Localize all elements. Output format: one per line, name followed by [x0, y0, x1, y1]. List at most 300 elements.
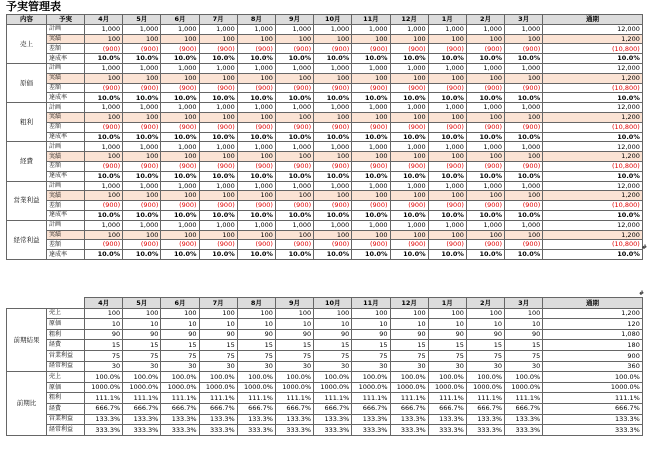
row-label: 経費 — [47, 340, 85, 351]
table-cell: (900) — [352, 240, 390, 250]
table-cell: 1,000 — [199, 220, 237, 230]
table-cell: 10.0% — [505, 93, 543, 103]
table-cell: 100 — [314, 152, 352, 162]
table-cell: 90 — [428, 329, 466, 340]
group-label: 前期結果 — [7, 308, 47, 372]
table-cell: 10.0% — [466, 132, 504, 142]
table-cell: 15 — [428, 340, 466, 351]
table-cell: 111.1% — [352, 393, 390, 404]
table-cell: 1,000 — [352, 220, 390, 230]
header-month: 1月 — [428, 298, 466, 309]
table-cell: 15 — [199, 340, 237, 351]
header-month: 12月 — [390, 298, 428, 309]
table-cell: 30 — [390, 361, 428, 372]
table-cell: 100 — [275, 73, 313, 83]
table-row-actual — [7, 112, 643, 122]
table-cell: 75 — [505, 350, 543, 361]
table-row — [7, 361, 643, 372]
row-kind-label: 差額 — [47, 240, 85, 250]
table-cell: 100 — [161, 308, 199, 319]
table-cell: 10.0% — [85, 210, 123, 220]
table-cell: 100 — [428, 230, 466, 240]
table-cell: 75 — [428, 350, 466, 361]
table-cell: 75 — [199, 350, 237, 361]
table-cell: 1000.0% — [314, 382, 352, 393]
table-cell: 1,000 — [123, 142, 161, 152]
table-cell: 111.1% — [237, 393, 275, 404]
table-row — [7, 308, 643, 319]
table-cell: (900) — [466, 240, 504, 250]
table-cell: 1,000 — [85, 181, 123, 191]
table-cell: 15 — [85, 340, 123, 351]
table-cell: 1000.0% — [161, 382, 199, 393]
table-cell: 1,000 — [275, 63, 313, 73]
table-cell: 10.0% — [466, 250, 504, 260]
table-cell: 100 — [505, 73, 543, 83]
comparison-table — [6, 297, 643, 436]
total-cell: (10,800) — [543, 240, 643, 250]
table-cell: 1,000 — [428, 63, 466, 73]
total-cell: 133.3% — [543, 414, 643, 425]
table-cell: 30 — [505, 361, 543, 372]
table-cell: 100 — [505, 230, 543, 240]
table-cell: 10.0% — [85, 54, 123, 64]
table-cell: 10.0% — [161, 171, 199, 181]
table-cell: 133.3% — [505, 414, 543, 425]
table-cell: 133.3% — [428, 414, 466, 425]
table-cell: 1,000 — [275, 103, 313, 113]
table-cell: 1,000 — [428, 181, 466, 191]
table-cell: 1,000 — [237, 181, 275, 191]
table-cell: (900) — [237, 83, 275, 93]
table-cell: 333.3% — [505, 425, 543, 436]
total-cell: 1,200 — [543, 34, 643, 44]
table-cell: 100 — [314, 308, 352, 319]
table-cell: 666.7% — [428, 403, 466, 414]
total-cell: 12,000 — [543, 181, 643, 191]
table-cell: 1,000 — [390, 220, 428, 230]
table-cell: 100 — [466, 152, 504, 162]
table-cell: (900) — [199, 240, 237, 250]
table-cell: 100 — [123, 191, 161, 201]
table-row-rate — [7, 171, 643, 181]
table-cell: 10.0% — [237, 132, 275, 142]
table-cell: 10.0% — [314, 132, 352, 142]
category-label: 経費 — [7, 142, 47, 181]
table-cell: (900) — [314, 161, 352, 171]
table-cell: 333.3% — [123, 425, 161, 436]
table-cell: 100 — [428, 112, 466, 122]
table-cell: 100.0% — [199, 372, 237, 383]
table-cell: 1,000 — [428, 142, 466, 152]
table-cell: 1,000 — [161, 103, 199, 113]
total-cell: 12,000 — [543, 220, 643, 230]
table-cell: 100.0% — [123, 372, 161, 383]
table-row-plan — [7, 181, 643, 191]
table-row-plan — [7, 63, 643, 73]
table-cell: (900) — [466, 201, 504, 211]
table-cell: (900) — [275, 122, 313, 132]
table-cell: (900) — [428, 201, 466, 211]
total-cell: 180 — [543, 340, 643, 351]
table-row-actual — [7, 230, 643, 240]
table-row-diff — [7, 240, 643, 250]
table-row-actual — [7, 34, 643, 44]
total-cell: 1,200 — [543, 152, 643, 162]
table-cell: 90 — [85, 329, 123, 340]
table-cell: 75 — [466, 350, 504, 361]
table-cell: 100 — [466, 112, 504, 122]
table-row-diff — [7, 161, 643, 171]
table-cell: 100 — [314, 34, 352, 44]
table-cell: (900) — [505, 201, 543, 211]
table-cell: 30 — [314, 361, 352, 372]
table-cell: 100 — [85, 73, 123, 83]
table-cell: 1000.0% — [428, 382, 466, 393]
table-cell: 30 — [352, 361, 390, 372]
table-cell: 1,000 — [237, 142, 275, 152]
table-cell: (900) — [237, 201, 275, 211]
table-cell: 10.0% — [390, 171, 428, 181]
table-cell: 133.3% — [390, 414, 428, 425]
table-cell: 1000.0% — [390, 382, 428, 393]
table-cell: 1,000 — [123, 24, 161, 34]
table-cell: (900) — [199, 122, 237, 132]
table-cell: 100 — [275, 112, 313, 122]
header-month: 6月 — [161, 298, 199, 309]
table-cell: 10.0% — [390, 54, 428, 64]
table-cell: 10.0% — [314, 54, 352, 64]
row-kind-label: 計画 — [47, 142, 85, 152]
table-cell: 100 — [505, 152, 543, 162]
header-total: 通期 — [543, 15, 643, 25]
table-cell: 100 — [237, 308, 275, 319]
table-cell: 100.0% — [466, 372, 504, 383]
header-month: 12月 — [390, 15, 428, 25]
table-cell: 30 — [199, 361, 237, 372]
table-cell: 75 — [85, 350, 123, 361]
table-cell: (900) — [123, 201, 161, 211]
table-cell: 133.3% — [237, 414, 275, 425]
table-cell: 100.0% — [428, 372, 466, 383]
table-cell: 100 — [237, 230, 275, 240]
table-cell: 75 — [275, 350, 313, 361]
table-cell: 90 — [199, 329, 237, 340]
budget-table — [6, 14, 643, 260]
table-cell: 90 — [237, 329, 275, 340]
table-cell: 111.1% — [275, 393, 313, 404]
table-cell: 100 — [275, 191, 313, 201]
table-cell: 1,000 — [161, 220, 199, 230]
table-cell: 10.0% — [428, 210, 466, 220]
row-kind-label: 実績 — [47, 34, 85, 44]
table-cell: 100 — [85, 308, 123, 319]
category-label: 経常利益 — [7, 220, 47, 259]
table-cell: 10.0% — [428, 93, 466, 103]
table-cell: 90 — [123, 329, 161, 340]
table-cell: 133.3% — [314, 414, 352, 425]
table-cell: 10.0% — [352, 171, 390, 181]
table-cell: 100.0% — [314, 372, 352, 383]
table-cell: 111.1% — [85, 393, 123, 404]
table-cell: 1,000 — [123, 220, 161, 230]
table-cell: 100 — [161, 230, 199, 240]
table-cell: 10 — [390, 319, 428, 330]
table-cell: 10.0% — [466, 93, 504, 103]
table-cell: (900) — [314, 44, 352, 54]
table-cell: 1,000 — [199, 103, 237, 113]
table-cell: 100 — [505, 112, 543, 122]
table-cell: 1,000 — [275, 24, 313, 34]
header-month: 10月 — [314, 298, 352, 309]
row-label: 売上 — [47, 308, 85, 319]
table-row — [7, 414, 643, 425]
table-cell: 15 — [466, 340, 504, 351]
table-cell: (900) — [199, 83, 237, 93]
total-cell: 333.3% — [543, 425, 643, 436]
total-cell: 10.0% — [543, 93, 643, 103]
table-row-rate — [7, 93, 643, 103]
table-cell: 100 — [237, 73, 275, 83]
table-row-actual — [7, 191, 643, 201]
table-cell: (900) — [390, 240, 428, 250]
table-cell: 10.0% — [505, 54, 543, 64]
table-cell: 100 — [352, 308, 390, 319]
table-cell: (900) — [237, 122, 275, 132]
table-cell: 100.0% — [352, 372, 390, 383]
table-cell: (900) — [352, 201, 390, 211]
table-cell: (900) — [237, 240, 275, 250]
table-cell: 1,000 — [352, 181, 390, 191]
table-cell: 133.3% — [275, 414, 313, 425]
table-cell: (900) — [505, 161, 543, 171]
table-cell: 1000.0% — [275, 382, 313, 393]
table-cell: 10.0% — [275, 132, 313, 142]
table-cell: (900) — [275, 201, 313, 211]
table-cell: (900) — [352, 122, 390, 132]
table-cell: (900) — [390, 201, 428, 211]
table-cell: 100 — [161, 152, 199, 162]
row-kind-label: 達成率 — [47, 54, 85, 64]
row-kind-label: 達成率 — [47, 132, 85, 142]
table-cell: 10.0% — [123, 54, 161, 64]
table-cell: 75 — [314, 350, 352, 361]
table-cell: (900) — [428, 161, 466, 171]
table-cell: 100 — [352, 152, 390, 162]
table-cell: 10.0% — [123, 171, 161, 181]
table-cell: 111.1% — [123, 393, 161, 404]
table-cell: 10.0% — [85, 250, 123, 260]
table-cell: 100 — [123, 230, 161, 240]
table-row-rate — [7, 250, 643, 260]
total-cell: 1000.0% — [543, 382, 643, 393]
row-label: 経常利益 — [47, 425, 85, 436]
header-blank — [47, 298, 85, 309]
table-cell: 15 — [161, 340, 199, 351]
table-cell: 30 — [161, 361, 199, 372]
table-cell: 666.7% — [275, 403, 313, 414]
table-cell: 100 — [466, 191, 504, 201]
table-cell: 100 — [161, 34, 199, 44]
total-cell: (10,800) — [543, 161, 643, 171]
table-cell: 111.1% — [428, 393, 466, 404]
row-kind-label: 差額 — [47, 83, 85, 93]
table-cell: 1,000 — [505, 142, 543, 152]
table-cell: 100 — [275, 308, 313, 319]
table-cell: 10.0% — [123, 132, 161, 142]
table-cell: (900) — [85, 44, 123, 54]
budget-header-row — [7, 15, 643, 25]
table-cell: 10.0% — [199, 54, 237, 64]
table-cell: 10.0% — [352, 54, 390, 64]
table-cell: 15 — [237, 340, 275, 351]
table-cell: 666.7% — [161, 403, 199, 414]
table-cell: 10.0% — [275, 93, 313, 103]
table-cell: 100 — [390, 152, 428, 162]
table-cell: 1000.0% — [85, 382, 123, 393]
header-month: 7月 — [199, 15, 237, 25]
side-mark: # — [639, 290, 645, 297]
table-cell: 333.3% — [237, 425, 275, 436]
table-cell: 100 — [428, 73, 466, 83]
table-cell: 100 — [123, 308, 161, 319]
table-cell: 1,000 — [505, 220, 543, 230]
table-cell: (900) — [428, 240, 466, 250]
table-cell: 1,000 — [123, 63, 161, 73]
table-cell: 1000.0% — [199, 382, 237, 393]
header-month: 7月 — [199, 298, 237, 309]
header-month: 8月 — [237, 298, 275, 309]
table-cell: 100 — [314, 191, 352, 201]
table-cell: 10.0% — [352, 93, 390, 103]
table-cell: 100 — [466, 230, 504, 240]
category-label: 原価 — [7, 63, 47, 102]
header-month: 4月 — [85, 15, 123, 25]
table-cell: 100 — [390, 308, 428, 319]
table-cell: 90 — [161, 329, 199, 340]
total-cell: 1,200 — [543, 73, 643, 83]
table-cell: 15 — [505, 340, 543, 351]
header-item: 内容 — [7, 15, 47, 25]
table-cell: 15 — [275, 340, 313, 351]
table-cell: 15 — [352, 340, 390, 351]
table-cell: 100 — [352, 73, 390, 83]
table-cell: (900) — [505, 122, 543, 132]
table-cell: (900) — [237, 44, 275, 54]
table-cell: 100 — [466, 34, 504, 44]
row-kind-label: 実績 — [47, 112, 85, 122]
table-cell: 10.0% — [390, 132, 428, 142]
header-month: 2月 — [466, 15, 504, 25]
total-cell: 1,080 — [543, 329, 643, 340]
row-label: 経常利益 — [47, 361, 85, 372]
table-cell: (900) — [161, 44, 199, 54]
table-row — [7, 393, 643, 404]
table-cell: 10.0% — [352, 250, 390, 260]
table-row-diff — [7, 83, 643, 93]
table-row-actual — [7, 73, 643, 83]
row-label: 原価 — [47, 319, 85, 330]
table-cell: 666.7% — [466, 403, 504, 414]
table-cell: 1,000 — [390, 24, 428, 34]
table-cell: 133.3% — [123, 414, 161, 425]
row-kind-label: 達成率 — [47, 171, 85, 181]
table-cell: 666.7% — [314, 403, 352, 414]
table-cell: 100 — [161, 112, 199, 122]
table-cell: 10 — [123, 319, 161, 330]
row-label: 営業利益 — [47, 414, 85, 425]
table-cell: 1,000 — [85, 103, 123, 113]
table-cell: 100 — [237, 152, 275, 162]
table-cell: (900) — [466, 122, 504, 132]
table-cell: 666.7% — [390, 403, 428, 414]
table-cell: (900) — [237, 161, 275, 171]
table-row — [7, 329, 643, 340]
table-cell: 1000.0% — [237, 382, 275, 393]
table-cell: 1000.0% — [352, 382, 390, 393]
table-cell: 100 — [85, 230, 123, 240]
table-cell: 10.0% — [161, 132, 199, 142]
table-cell: 100 — [85, 152, 123, 162]
total-cell: 10.0% — [543, 54, 643, 64]
table-cell: 10.0% — [123, 250, 161, 260]
table-cell: 10.0% — [161, 250, 199, 260]
row-kind-label: 達成率 — [47, 210, 85, 220]
table-cell: (900) — [275, 240, 313, 250]
table-cell: 10.0% — [237, 171, 275, 181]
table-cell: 100 — [237, 112, 275, 122]
table-cell: 75 — [390, 350, 428, 361]
table-cell: 10.0% — [314, 93, 352, 103]
table-cell: (900) — [505, 44, 543, 54]
page-title: 予実管理表 — [6, 0, 61, 13]
table-cell: 1,000 — [123, 181, 161, 191]
table-cell: 1,000 — [161, 63, 199, 73]
table-cell: 100 — [123, 152, 161, 162]
table-cell: (900) — [428, 122, 466, 132]
table-cell: 100 — [390, 112, 428, 122]
category-label: 営業利益 — [7, 181, 47, 220]
table-cell: 100 — [123, 34, 161, 44]
total-cell: 1,200 — [543, 112, 643, 122]
header-month: 4月 — [85, 298, 123, 309]
table-cell: 10.0% — [428, 54, 466, 64]
table-cell: 100.0% — [85, 372, 123, 383]
table-cell: 10.0% — [237, 93, 275, 103]
table-cell: (900) — [466, 83, 504, 93]
table-cell: 10.0% — [390, 93, 428, 103]
row-kind-label: 実績 — [47, 230, 85, 240]
table-row — [7, 340, 643, 351]
table-cell: 10.0% — [505, 171, 543, 181]
table-cell: 666.7% — [85, 403, 123, 414]
table-cell: 100 — [85, 34, 123, 44]
table-cell: 10 — [428, 319, 466, 330]
table-cell: 10.0% — [199, 132, 237, 142]
table-cell: 10.0% — [199, 93, 237, 103]
table-cell: 666.7% — [505, 403, 543, 414]
row-kind-label: 達成率 — [47, 93, 85, 103]
table-cell: 1000.0% — [466, 382, 504, 393]
table-cell: (900) — [199, 44, 237, 54]
row-kind-label: 差額 — [47, 122, 85, 132]
table-cell: 1,000 — [314, 24, 352, 34]
table-cell: 100.0% — [390, 372, 428, 383]
table-cell: 666.7% — [123, 403, 161, 414]
table-cell: 10.0% — [123, 93, 161, 103]
table-cell: 10.0% — [85, 132, 123, 142]
table-cell: 1,000 — [237, 103, 275, 113]
